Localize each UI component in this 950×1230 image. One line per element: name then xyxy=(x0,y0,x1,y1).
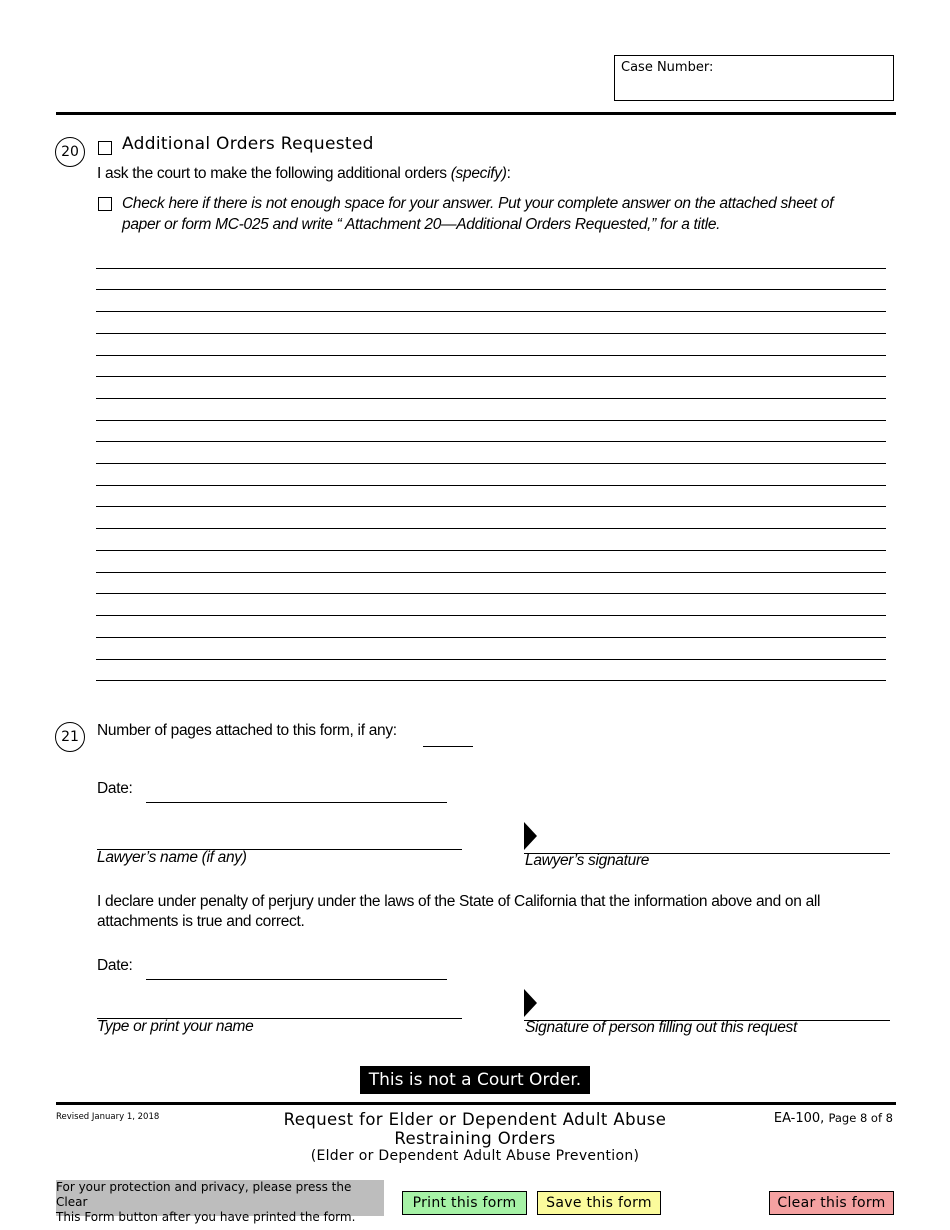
lawyer-name-caption: Lawyer’s name (if any) xyxy=(97,849,247,866)
print-form-button[interactable]: Print this form xyxy=(402,1191,527,1215)
privacy-notice: For your protection and privacy, please press the Clear This Form button after you have printed the form. xyxy=(56,1180,384,1216)
date-label-filer: Date: xyxy=(97,957,133,974)
case-number-field[interactable] xyxy=(614,55,894,101)
answer-line[interactable] xyxy=(96,528,886,529)
date-label-lawyer: Date: xyxy=(97,780,133,797)
item-21-number: 21 xyxy=(55,722,85,752)
answer-line[interactable] xyxy=(96,572,886,573)
answer-line[interactable] xyxy=(96,289,886,290)
form-title-line: Request for Elder or Dependent Adult Abuse xyxy=(283,1110,667,1129)
filer-signature-caption: Signature of person filling out this request xyxy=(525,1019,797,1036)
signature-arrow-icon xyxy=(524,989,537,1017)
attachment-instructions: Check here if there is not enough space for your answer. Put your complete answer on the attached sheet of paper or form MC-025 and write “ Attachment 20—Additional Orders Requested,” for a title. xyxy=(122,195,834,233)
item-20-intro: I ask the court to make the following additional orders (specify): xyxy=(97,165,511,182)
answer-line[interactable] xyxy=(96,355,886,356)
perjury-declaration: I declare under penalty of perjury under the laws of the State of California that the information above and on all attachments is true and correct. xyxy=(97,893,821,930)
answer-line[interactable] xyxy=(96,506,886,507)
date-field-filer[interactable] xyxy=(146,979,447,980)
signature-arrow-icon xyxy=(524,822,537,850)
answer-line[interactable] xyxy=(96,593,886,594)
item-20-title: Additional Orders Requested xyxy=(122,134,374,154)
form-id: EA-100, Page 8 of 8 xyxy=(773,1111,893,1126)
date-field-lawyer[interactable] xyxy=(146,802,447,803)
answer-line[interactable] xyxy=(96,463,886,464)
additional-orders-checkbox[interactable] xyxy=(98,141,112,155)
lawyer-signature-caption: Lawyer’s signature xyxy=(525,852,650,869)
answer-line[interactable] xyxy=(96,659,886,660)
answer-line[interactable] xyxy=(96,441,886,442)
pages-attached-field[interactable] xyxy=(423,746,473,747)
footer-rule xyxy=(56,1102,896,1105)
answer-line[interactable] xyxy=(96,398,886,399)
answer-line[interactable] xyxy=(96,637,886,638)
form-subtitle: (Elder or Dependent Adult Abuse Prevention) xyxy=(310,1148,640,1164)
answer-line[interactable] xyxy=(96,615,886,616)
answer-line[interactable] xyxy=(96,485,886,486)
answer-line[interactable] xyxy=(96,268,886,269)
answer-line[interactable] xyxy=(96,550,886,551)
revised-date: Revised January 1, 2018 xyxy=(56,1112,160,1122)
answer-line[interactable] xyxy=(96,420,886,421)
clear-form-button[interactable]: Clear this form xyxy=(769,1191,894,1215)
answer-line[interactable] xyxy=(96,376,886,377)
answer-line[interactable] xyxy=(96,311,886,312)
case-number-label: Case Number: xyxy=(621,60,714,75)
not-court-order-notice: This is not a Court Order. xyxy=(360,1066,590,1094)
form-title-line: Restraining Orders xyxy=(394,1129,556,1148)
answer-line[interactable] xyxy=(96,333,886,334)
header-rule xyxy=(56,112,896,115)
attachment-checkbox[interactable] xyxy=(98,197,112,211)
print-name-caption: Type or print your name xyxy=(97,1018,254,1035)
item-20-number: 20 xyxy=(55,137,85,167)
answer-line[interactable] xyxy=(96,680,886,681)
save-form-button[interactable]: Save this form xyxy=(537,1191,661,1215)
form-title xyxy=(240,1110,710,1164)
pages-attached-label: Number of pages attached to this form, if any: xyxy=(97,722,397,739)
